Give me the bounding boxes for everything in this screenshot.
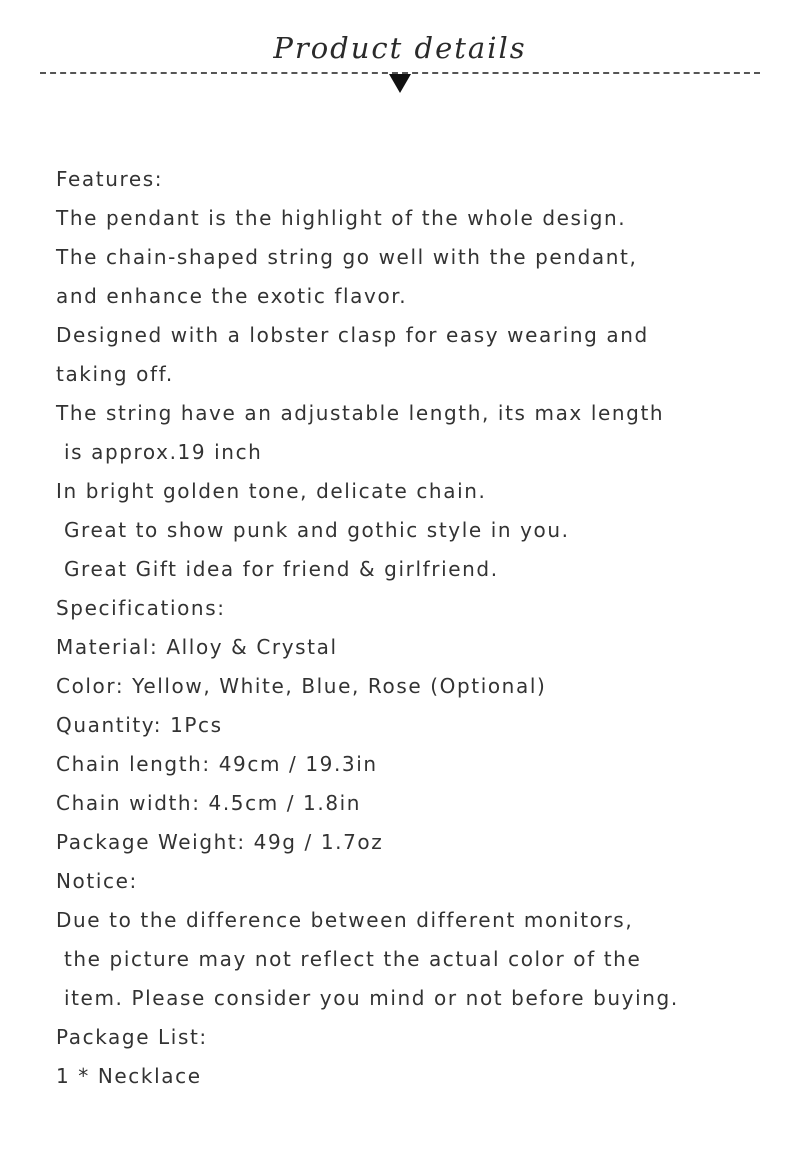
notice-line: Due to the difference between different monitors, — [56, 908, 634, 932]
description-line: and enhance the exotic flavor. — [56, 284, 408, 308]
description-line: is approx.19 inch — [56, 440, 263, 464]
description-line: The chain-shaped string go well with the pendant, — [56, 245, 638, 269]
section-heading-specifications: Specifications: — [56, 596, 226, 620]
spec-package-weight: Package Weight: 49g / 1.7oz — [56, 830, 384, 854]
section-heading-features: Features: — [56, 167, 164, 191]
description-line: Great to show punk and gothic style in you. — [56, 518, 570, 542]
product-details-title: Product details — [273, 31, 527, 65]
spec-chain-width: Chain width: 4.5cm / 1.8in — [56, 791, 362, 815]
section-heading-notice: Notice: — [56, 869, 138, 893]
spec-quantity: Quantity: 1Pcs — [56, 713, 223, 737]
description-line: In bright golden tone, delicate chain. — [56, 479, 487, 503]
description-line: The pendant is the highlight of the whole design. — [56, 206, 627, 230]
product-description — [56, 160, 776, 1096]
description-line: Designed with a lobster clasp for easy wearing and — [56, 323, 649, 347]
section-heading-package-list: Package List: — [56, 1025, 208, 1049]
description-line: Great Gift idea for friend & girlfriend. — [56, 557, 499, 581]
spec-material: Material: Alloy & Crystal — [56, 635, 338, 659]
description-line: taking off. — [56, 362, 174, 386]
description-line: The string have an adjustable length, its max length — [56, 401, 665, 425]
triangle-down-icon — [389, 74, 411, 93]
product-details-header — [0, 0, 800, 110]
spec-chain-length: Chain length: 49cm / 19.3in — [56, 752, 378, 776]
spec-color: Color: Yellow, White, Blue, Rose (Optional) — [56, 674, 547, 698]
notice-line: the picture may not reflect the actual color of the — [56, 947, 642, 971]
notice-line: item. Please consider you mind or not before buying. — [56, 986, 679, 1010]
package-list-item: 1 * Necklace — [56, 1064, 202, 1088]
